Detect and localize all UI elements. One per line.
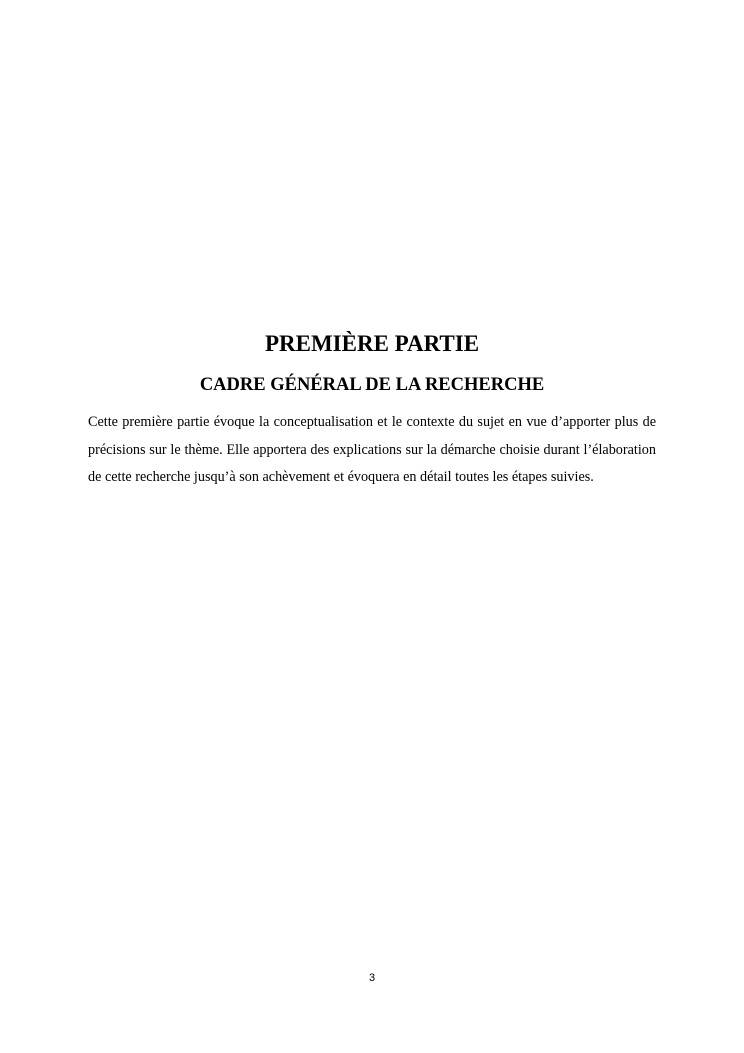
intro-paragraph: Cette première partie évoque la conceptualisation et le contexte du sujet en vue d’apporter plus de précisions sur le thème. Elle apportera des explications sur la démarche choisie durant l’élaboration de cette recherche jusqu’à son achèvement et évoquera en détail toutes les étapes suivies. (88, 414, 656, 485)
page-number: 3 (368, 972, 376, 984)
part-title: PREMIÈRE PARTIE (264, 331, 480, 356)
part-subtitle: CADRE GÉNÉRAL DE LA RECHERCHE (199, 375, 545, 395)
